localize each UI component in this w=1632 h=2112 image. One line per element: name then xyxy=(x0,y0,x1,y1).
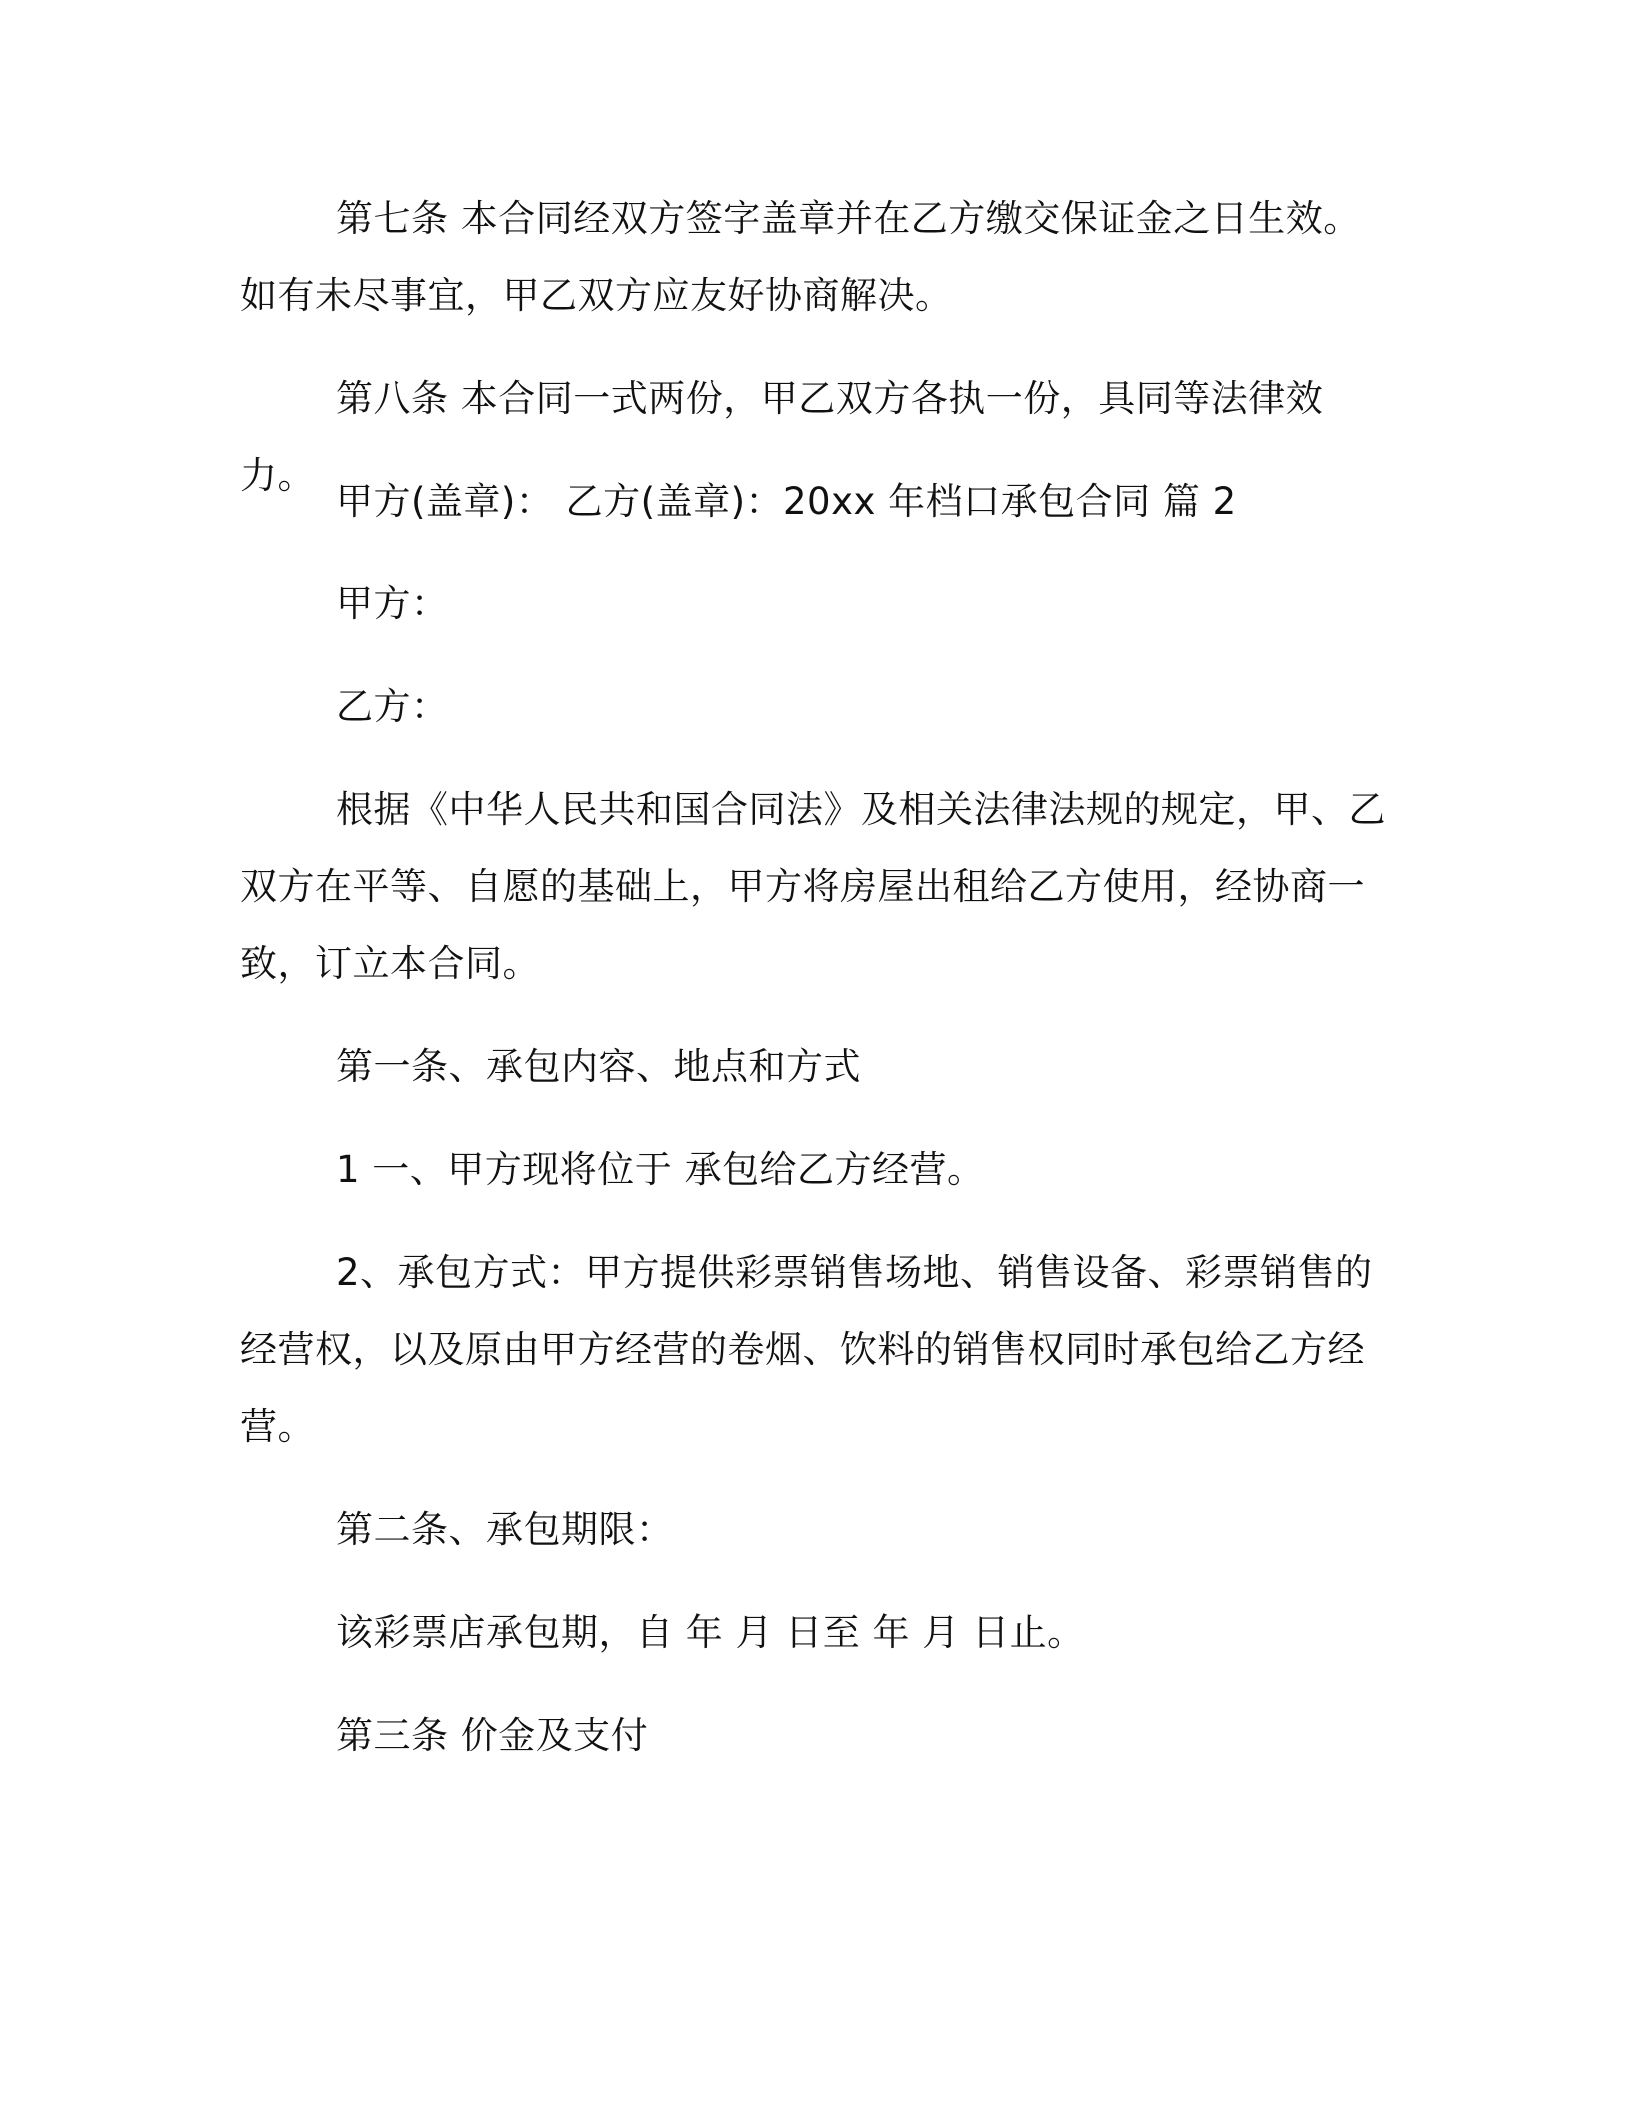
paragraph-preamble: 根据《中华人民共和国合同法》及相关法律法规的规定，甲、乙双方在平等、自愿的基础上，甲方将房屋出租给乙方使用，经协商一致，订立本合同。 xyxy=(240,788,1386,985)
paragraph-item-1: 1 一、甲方现将位于 承包给乙方经营。 xyxy=(336,1148,985,1191)
paragraph-term: 该彩票店承包期，自 年 月 日至 年 月 日止。 xyxy=(336,1611,1085,1654)
paragraph-article-8: 第八条 本合同一式两份，甲乙双方各执一份，具同等法律效力。 xyxy=(240,377,1324,497)
paragraph-item-2: 2、承包方式：甲方提供彩票销售场地、销售设备、彩票销售的经营权，以及原由甲方经营的卷烟、饮料的销售权同时承包给乙方经营。 xyxy=(240,1251,1373,1448)
paragraph-article-7: 第七条 本合同经双方签字盖章并在乙方缴交保证金之日生效。如有未尽事宜，甲乙双方应友好协商解决。 xyxy=(240,197,1361,317)
paragraph-party-b: 乙方： xyxy=(336,685,449,728)
paragraph-article-3-heading: 第三条 价金及支付 xyxy=(336,1714,649,1757)
paragraph-signatures: 甲方(盖章)： 乙方(盖章)：20xx 年档口承包合同 篇 2 xyxy=(336,480,1237,523)
paragraph-article-2-heading: 第二条、承包期限： xyxy=(336,1508,674,1551)
paragraph-party-a: 甲方： xyxy=(336,582,449,625)
paragraph-article-1-heading: 第一条、承包内容、地点和方式 xyxy=(336,1045,861,1088)
